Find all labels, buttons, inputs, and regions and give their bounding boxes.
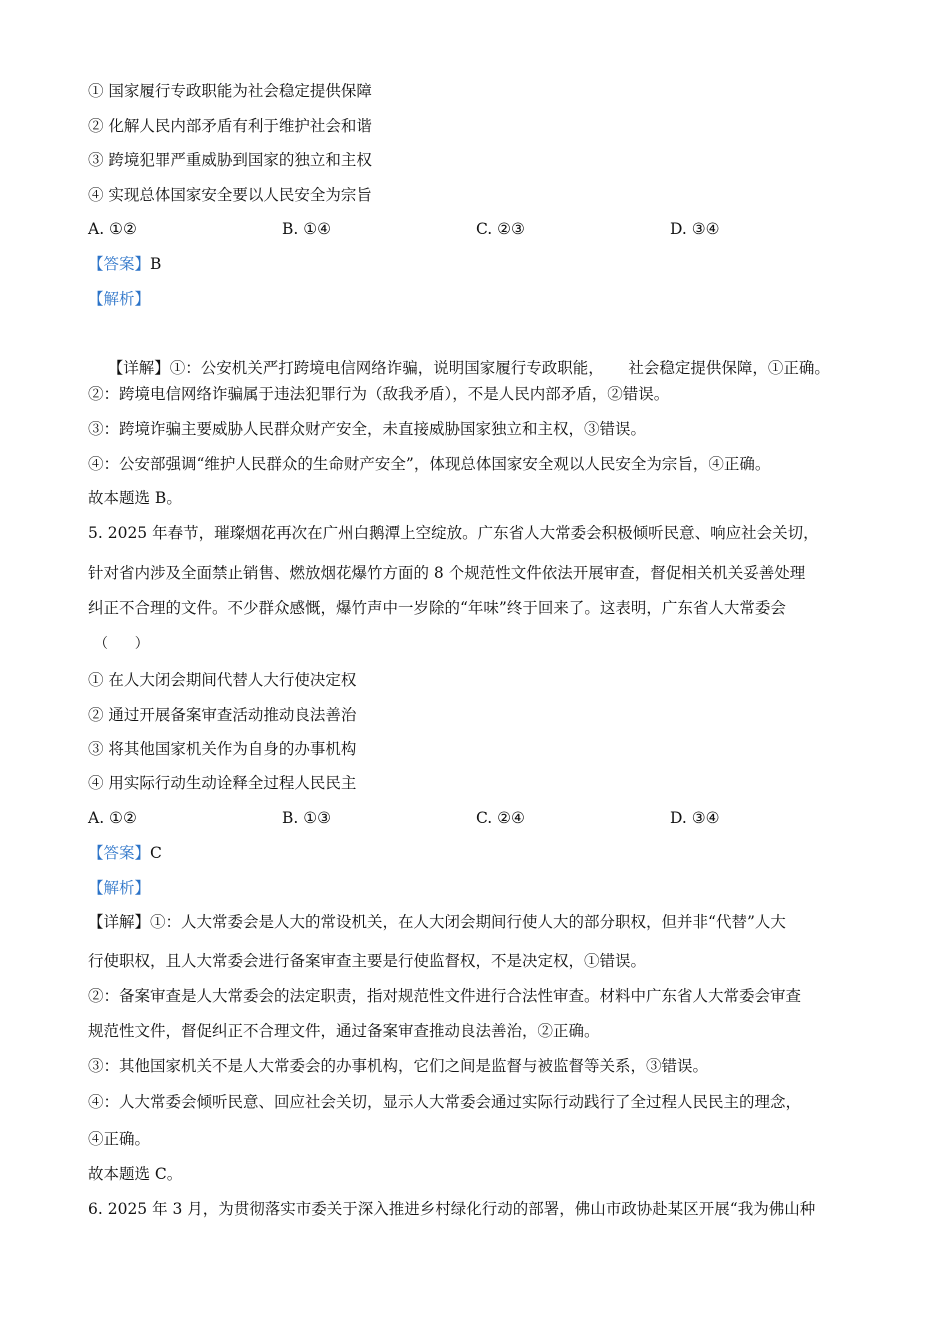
answer-value: B xyxy=(150,255,162,273)
q5-statement-4: ④ 用实际行动生动诠释全过程人民民主 xyxy=(88,774,357,792)
detail-text: ①：公安机关严打跨境电信网络诈骗，说明国家履行专政职能， 社会稳定提供保障，①正确。 xyxy=(169,359,830,377)
q5-analysis-tag: 【解析】 xyxy=(88,879,151,897)
q5-stem-line-3: 纠正不合理的文件。不少群众感慨，爆竹声中一岁除的“年味”终于回来了。这表明，广东省人大常委会 xyxy=(88,599,786,617)
q5-stem-line-2: 针对省内涉及全面禁止销售、燃放烟花爆竹方面的 8 个规范性文件依法开展审查，督促相关机关妥善处理 xyxy=(88,564,806,582)
q4-option-b: B. ①④ xyxy=(282,220,332,238)
q5-detail-line-2: 行使职权，且人大常委会进行备案审查主要是行使监督权，不是决定权，①错误。 xyxy=(88,952,647,970)
q4-conclusion: 故本题选 B。 xyxy=(88,489,182,507)
answer-tag: 【答案】 xyxy=(88,255,151,273)
detail-text: ①：人大常委会是人大的常设机关，在人大闭会期间行使人大的部分职权，但并非“代替”人大 xyxy=(150,913,786,931)
q5-detail-line-7: ④正确。 xyxy=(88,1130,151,1148)
q5-detail-line-4: 规范性文件，督促纠正不合理文件，通过备案审查推动良法善治，②正确。 xyxy=(88,1022,600,1040)
q5-statement-2: ② 通过开展备案审查活动推动良法善治 xyxy=(88,706,357,724)
q5-detail-line-5: ③：其他国家机关不是人大常委会的办事机构，它们之间是监督与被监督等关系，③错误。 xyxy=(88,1057,709,1075)
q5-answer-blank: （ ） xyxy=(94,636,149,652)
q4-statement-2: ② 化解人民内部矛盾有利于维护社会和谐 xyxy=(88,117,372,135)
q5-option-b: B. ①③ xyxy=(282,809,332,827)
q4-detail-line-2: ②：跨境电信网络诈骗属于违法犯罪行为（敌我矛盾），不是人民内部矛盾，②错误。 xyxy=(88,385,670,403)
q5-option-c: C. ②④ xyxy=(476,809,525,827)
q5-option-a: A. ①② xyxy=(88,809,137,827)
q5-statement-3: ③ 将其他国家机关作为自身的办事机构 xyxy=(88,740,357,758)
q5-detail-line-3: ②：备案审查是人大常委会的法定职责，指对规范性文件进行合法性审查。材料中广东省人大常委会审查 xyxy=(88,987,802,1005)
detail-tag: 【详解】 xyxy=(88,913,151,931)
q5-stem-line-1: 5. 2025 年春节，璀璨烟花再次在广州白鹅潭上空绽放。广东省人大常委会积极倾听民意、响应社会关切， xyxy=(88,524,819,542)
q4-statement-3: ③ 跨境犯罪严重威胁到国家的独立和主权 xyxy=(88,151,372,169)
q4-option-c: C. ②③ xyxy=(476,220,525,238)
q5-option-d: D. ③④ xyxy=(670,809,720,827)
answer-tag: 【答案】 xyxy=(88,844,151,862)
q4-statement-4: ④ 实现总体国家安全要以人民安全为宗旨 xyxy=(88,186,372,204)
q4-detail-line-3: ③：跨境诈骗主要威胁人民群众财产安全，未直接威胁国家独立和主权，③错误。 xyxy=(88,420,647,438)
q4-analysis-tag: 【解析】 xyxy=(88,290,151,308)
q5-statement-1: ① 在人大闭会期间代替人大行使决定权 xyxy=(88,671,357,689)
q5-conclusion: 故本题选 C。 xyxy=(88,1165,183,1183)
answer-value: C xyxy=(150,844,162,862)
q5-detail-line-1 xyxy=(88,912,786,932)
q5-detail-line-6: ④：人大常委会倾听民意、回应社会关切，显示人大常委会通过实际行动践行了全过程人民民主的理念， xyxy=(88,1093,802,1111)
q4-detail-line-4: ④：公安部强调“维护人民群众的生命财产安全”，体现总体国家安全观以人民安全为宗旨，④正确。 xyxy=(88,455,771,473)
q5-answer-line xyxy=(88,843,162,863)
q4-option-a: A. ①② xyxy=(88,220,137,238)
detail-tag: 【详解】 xyxy=(107,359,170,377)
q4-statement-1: ① 国家履行专政职能为社会稳定提供保障 xyxy=(88,82,372,100)
q4-option-d: D. ③④ xyxy=(670,220,720,238)
q6-stem-line-1: 6. 2025 年 3 月，为贯彻落实市委关于深入推进乡村绿化行动的部署，佛山市政协赴某区开展“我为佛山种 xyxy=(88,1200,816,1218)
q4-answer-line xyxy=(88,254,161,274)
